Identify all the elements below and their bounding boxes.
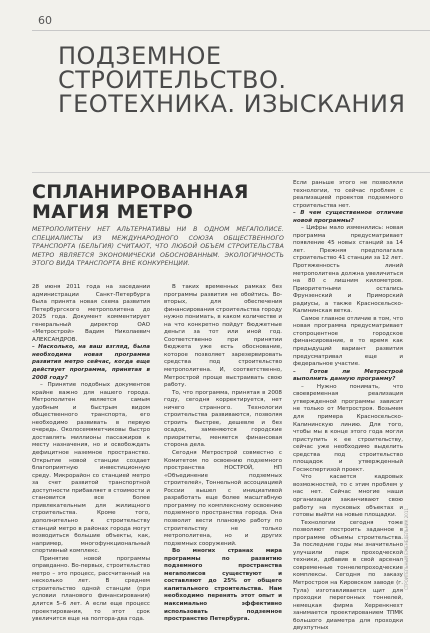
paragraph: 28 июня 2011 года на заседании администрации Санкт-Петербурга была принята новая схема развития Петербургского метрополитена до 2025 года. Документ комментирует генеральный директор ОАО «Метрострой» Вадим Николаевич АЛЕКСАНДРОВ. (32, 284, 150, 343)
paragraph: Принятие новой программы оправданно. Во-первых, строительство метро – это процесс, рассчитанный на несколько лет. В среднем строительство одной станции (при условии планового финансирования) длится 5–6 лет. А если еще процесс проектирования, то этот срок увеличится еще на полтора-два года. (32, 555, 150, 623)
paragraph: Технологии сегодня тоже позволяют построить заданное в программе объемы строительства. За последние годы мы значительно улучшили парк проходческой техники, добавив в свой арсенал современные тоннелепроходческие комплексы. Сегодня по заказу Метростроя на Кировском заводе (г. Тула) изготавливается щит для проходки перегонных тоннелей, немецкая фирма Херренкнехт занимается проектированием ТПМК большого диаметра для проходки двухпутных (293, 519, 403, 632)
paragraph: То, что программа, принятая в 2008 году, сегодня корректируется, нет ничего странного. Технологии строительства развиваются, позволяя строить быстрее, дешевле и без осадок, заменяются городские приоритеты, меняется финансовая сторона дела. (164, 389, 282, 449)
paragraph: Сегодня Метрострой совместно с Комитетом по освоению подземного пространства НОСТРОЙ, НП «Объединение подземных строителей», Тоннельной ассоциацией России вышел с инициативой разработать еще более масштабную программу по комплексному освоению подземного пространства города. Она позволит вести плановую работу по строительству не только метрополитена, но и других подземных сооружений. (164, 450, 282, 547)
section-title-line-1: ПОДЗЕМНОЕ (58, 42, 222, 70)
paragraph: В таких временных рамках без программы развития не обойтись. Во-вторых, для обеспечения финансирования строительства городу нужно понимать, в каком количестве и на что конкретно пойдут бюджетные деньги за тот или иной год. Соответственно при принятии бюджета уже есть обоснование, которое позволяет зарезервировать средства под строительство метрополитена. И, соответственно, Метрострой проще выстраивать свою работу. (164, 284, 282, 389)
paragraph: – Нужно понимать, что своевременная реализация утвержденной программы зависит не только от Метростроя. Возьмем для примера Красносельско-Калининскую линию. Для того, чтобы мы в конце этого года могли приступить к ее строительству, сейчас уже необходимо выделить средства под строительство площадок и утвержденный Госэкспертизой проект. (293, 383, 403, 473)
paragraph: Что касается кадровых возможностей, то с этим проблем у нас нет. Сейчас многие наши организации заканчивают свою работу на пусковых объектах и готовы выйти на новые площадки. (293, 474, 403, 519)
article-column-1 (32, 284, 150, 624)
paragraph: – В чем существенное отличие новой программы? (293, 210, 403, 224)
section-title-line-3: ГЕОТЕХНИКА. ИЗЫСКАНИЯ (58, 90, 406, 118)
article-title (32, 182, 272, 222)
sidebar-note: СТРОИТЕЛЬНЫЙ ЕЖЕНЕДЕЛЬНИК 2011 (404, 508, 409, 590)
paragraph: Если раньше этого не позволяли технологии, то сейчас проблем с реализацией проектов подземного строительства нет. (293, 180, 403, 209)
section-title (58, 42, 406, 118)
article-title-line-1: СПЛАНИРОВАННАЯ (32, 181, 249, 203)
page-number: 60 (38, 14, 52, 27)
article-column-3 (293, 180, 403, 633)
paragraph: – Готов ли Метрострой выполнить данную программу? (293, 368, 403, 383)
top-divider (32, 30, 430, 31)
article-title-line-2: МАГИЯ МЕТРО (32, 201, 194, 223)
paragraph: – Цифры мало изменились: новая программа предусматривает появление 45 новых станций за 14 лет. Прежняя предполагала строительство 41 станции за 12 лет. Протяженность линий метрополитена должна увеличиться на 80 с лишним километров. Приоритетными остались Фрунзенский и Приморский радиусы, а также Красносельско-Калининская ветка. (293, 225, 403, 315)
paragraph: Самое главное отличие в том, что новая программа предусматривает стопроцентное городское финансирование, в то время как предыдущий вариант развития предусматривал еще и федеральное участие. (293, 315, 403, 368)
paragraph: – Насколько, на ваш взгляд, была необходима новая программа развития метро сейчас, когда еще действует программа, принятая в 2008 году? (32, 344, 150, 381)
article-lead: МЕТРОПОЛИТЕНУ НЕТ АЛЬТЕРНАТИВЫ НИ В ОДНОМ МЕГАПОЛИСЕ. СПЕЦИАЛИСТЫ ИЗ МЕЖДУНАРОДНОГО СОЮЗА ОБЩЕСТВЕННОГО ТРАНСПОРТА (БЕЛЬГИЯ) СЧИТАЮТ, ЧТО ЛЮБОЙ ОБЪЕМ СТРОИТЕЛЬСТВА МЕТРО ЯВЛЯЕТСЯ ЭКОНОМИЧЕСКИ ОБОСНОВАННЫМ. ЭКОЛОГИЧНОСТЬ ЭТОГО ВИДА ТРАНСПОРТА ВНЕ КОНКУРЕНЦИИ. (32, 226, 284, 268)
paragraph: Во многих странах мира программы по развитию подземного пространства мегаполисов существуют и составляют до 25% от общего капитального строительства. Нам необходимо перенять этот опыт и максимально эффективно использовать подземное пространство Петербурга. (164, 548, 282, 623)
section-title-line-2: СТРОИТЕЛЬСТВО. (58, 66, 287, 94)
article-column-2 (164, 284, 282, 624)
section-divider (32, 172, 430, 173)
paragraph: – Принятие подобных документов крайне важно для нашего города. Метрополитен является самым удобным и быстрым видом общественного транспорта, его необходимо развивать в первую очередь. Околосемяметчиковы быстро доставлять миллионы пассажиров к месту назначения, но и освобождать дефицитное наземное пространство. Открытие новой станции создает благоприятную инвестиционную среду. Микрорайон со станцией метро за счет развитой транспортной доступности прибавляет в стоимости и становится все более привлекательным для жилищного строительства. Кроме того, дополнительно к строительству станций метро в районах города могут возводиться большие объекты, как, например, многофункциональный спортивный комплекс. (32, 382, 150, 555)
